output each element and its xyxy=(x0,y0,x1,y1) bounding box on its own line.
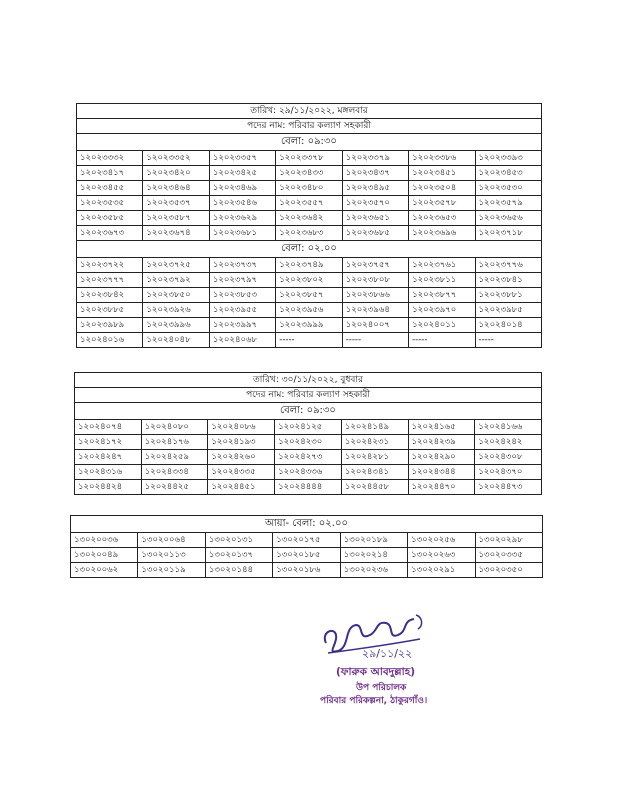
schedule-table-day2 xyxy=(74,372,542,495)
roll-number-cell: ১২০২৪০১১ xyxy=(409,318,475,333)
roll-number-cell: ১৩০২০১৮৯ xyxy=(340,533,407,548)
roll-number-cell: ১২০২৩৮০৮ xyxy=(342,273,408,288)
roll-number-cell: ১২০২৩৪৮০ xyxy=(276,181,342,196)
roll-number-cell: ১২০২৩৯৮৫ xyxy=(475,303,541,318)
roll-number-cell: ১২০২৪০১৪ xyxy=(475,318,541,333)
roll-number-cell: ১৩০২০১৪৪ xyxy=(205,563,272,578)
roll-number-cell: ১২০২৩৫৩০ xyxy=(475,181,541,196)
roll-number-cell: ১২০২৪১৯৩ xyxy=(208,435,275,450)
session-afternoon-label: বেলা: ০২.০০ xyxy=(77,241,542,258)
session-morning-label: বেলা: ০৯:৩০ xyxy=(75,403,542,420)
roll-number-cell: ১২০২৩৩৮৬ xyxy=(409,151,475,166)
roll-number-cell: ১২০২৩৯৯৯ xyxy=(276,318,342,333)
roll-number-cell: ১২০২৩৮৬৬ xyxy=(342,288,408,303)
roll-number-cell: ----- xyxy=(409,333,475,348)
table-row xyxy=(77,273,542,288)
table-row xyxy=(77,181,542,196)
roll-number-cell: ১২০২৩৪৬৪ xyxy=(143,181,209,196)
roll-number-cell: ১২০২৩৮১১ xyxy=(409,273,475,288)
roll-number-cell: ১২০২৪২৩০ xyxy=(275,435,342,450)
roll-number-cell: ১২০২৩৮৪২ xyxy=(77,288,143,303)
roll-number-cell: ১২০২৪২৩১ xyxy=(341,435,408,450)
roll-number-cell: ১২০২৩৪৫৫ xyxy=(77,181,143,196)
roll-number-cell: ১২০২৪০৪৮ xyxy=(143,333,209,348)
roll-number-cell: ১৩০২০০৪৯ xyxy=(71,548,138,563)
roll-number-cell: ১২০২৩৫৮৫ xyxy=(77,211,143,226)
roll-number-cell: ১২০২৪১৭২ xyxy=(75,435,142,450)
roll-number-cell: ১২০২৩৮৮১ xyxy=(475,288,541,303)
roll-number-cell: ১৩০২০২৯১ xyxy=(408,563,475,578)
roll-number-cell: ১২০২৩৩৭৯ xyxy=(342,151,408,166)
table-row xyxy=(77,258,542,273)
roll-number-cell: ১২০২৩৪৩৭ xyxy=(342,166,408,181)
roll-number-cell: ১২০২৪৩৪১ xyxy=(341,465,408,480)
roll-number-cell: ১৩০২০১৩৭ xyxy=(205,548,272,563)
roll-number-cell: ১৩০২০৩৫০ xyxy=(475,563,542,578)
roll-number-cell: ১২০২৩৪৬৯ xyxy=(209,181,275,196)
roll-number-cell: ১২০২৩৭৩৭ xyxy=(209,258,275,273)
roll-number-cell: ১২০২৪২৬০ xyxy=(208,450,275,465)
table-row xyxy=(75,435,542,450)
roll-number-cell: ১২০২৩৬৫৩ xyxy=(409,211,475,226)
roll-number-cell: ১২০২৩৬৪২ xyxy=(276,211,342,226)
roll-number-cell: ----- xyxy=(475,333,541,348)
roll-number-cell: ১২০২৩৭৯৭ xyxy=(209,273,275,288)
roll-number-cell: ১২০২৪১৬৬ xyxy=(475,420,542,435)
roll-number-cell: ১৩০২০২৫৬ xyxy=(408,533,475,548)
roll-number-cell: ১২০২৩৭৭৬ xyxy=(475,258,541,273)
session-morning-label: বেলা: ০৯:৩০ xyxy=(77,134,542,151)
roll-number-cell: ১২০২৪৩৩৫ xyxy=(208,465,275,480)
roll-number-cell: ১২০২৩৮৫৭ xyxy=(276,288,342,303)
roll-number-cell: ১৩০২০১৭৫ xyxy=(273,533,340,548)
roll-number-cell: ১২০২৩৮৫০ xyxy=(143,288,209,303)
roll-number-cell: ১২০২৪১৬৫ xyxy=(408,420,475,435)
roll-number-cell: ১২০২৪২৯০ xyxy=(408,450,475,465)
roll-number-cell: ১৩০২০১১৩ xyxy=(138,548,205,563)
roll-number-cell: ১২০২৩৭১৮ xyxy=(475,226,541,241)
roll-number-cell: ১৩০২০২৩৬ xyxy=(340,563,407,578)
roll-number-cell: ১২০২৩৬৭৩ xyxy=(77,226,143,241)
roll-number-cell: ১২০২৩৯৫৫ xyxy=(209,303,275,318)
roll-number-cell: ১২০২৩৬৯৬ xyxy=(409,226,475,241)
roll-number-cell: ১২০২৩৫৩৫ xyxy=(77,196,143,211)
roll-number-cell: ১২০২৩৫৩৭ xyxy=(143,196,209,211)
roll-number-cell: ১২০২৩৬৫৬ xyxy=(475,211,541,226)
table-row xyxy=(75,450,542,465)
session-aya-label: আয়া- বেলা: ০২.০০ xyxy=(71,516,543,533)
roll-number-cell: ১৩০২০২৬৩ xyxy=(408,548,475,563)
roll-number-cell: ১২০২৪০৮৬ xyxy=(208,420,275,435)
roll-number-cell: ১২০২৩৮৪১ xyxy=(475,273,541,288)
roll-number-cell: ১২০২৩৫৭৯ xyxy=(475,196,541,211)
roll-number-cell: ১২০২৩৭৬১ xyxy=(409,258,475,273)
roll-number-cell: ১২০২৩৫৫৭ xyxy=(276,196,342,211)
roll-number-cell: ১২০২৩৯৯৭ xyxy=(209,318,275,333)
table-row xyxy=(77,226,542,241)
roll-number-cell: ১২০২৪৪৪৪ xyxy=(275,480,342,495)
signature-date: ২৯/১১/২২ xyxy=(362,647,413,660)
stamp-title: উপ পরিচালক xyxy=(356,683,407,693)
roll-number-cell: ১২০২৩৯৮৯ xyxy=(77,318,143,333)
roll-number-cell: ১৩০২০২৯৮ xyxy=(475,533,542,548)
roll-number-cell: ১২০২৪২৩৯ xyxy=(408,435,475,450)
roll-number-cell: ১২০২৩৪৫৩ xyxy=(475,166,541,181)
roll-number-cell: ১২০২৪৩৩৬ xyxy=(275,465,342,480)
roll-number-cell: ১২০২৪৩৪৪ xyxy=(408,465,475,480)
table-row xyxy=(75,480,542,495)
stamp-name: (ফারুক আবদুল্লাহ) xyxy=(336,666,416,678)
roll-number-cell: ১২০২৪৩০৮ xyxy=(475,450,542,465)
roll-number-cell: ১২০২৩৩৫২ xyxy=(143,151,209,166)
roll-number-cell: ১৩০২০০৬২ xyxy=(71,563,138,578)
roll-number-cell: ১২০২৩৮৭৭ xyxy=(409,288,475,303)
roll-number-cell: ১২০২৩৭৭৭ xyxy=(77,273,143,288)
table-row xyxy=(77,211,542,226)
roll-number-cell: ----- xyxy=(342,333,408,348)
roll-number-cell: ১২০২৪৩১৬ xyxy=(75,465,142,480)
roll-number-cell: ১২০২৪১২৫ xyxy=(275,420,342,435)
roll-number-cell: ১২০২৪৪৫১ xyxy=(208,480,275,495)
table-row xyxy=(71,548,543,563)
table-row xyxy=(75,420,542,435)
roll-number-cell: ১২০২৩৫৭০ xyxy=(342,196,408,211)
roll-number-cell: ১২০২৩৫৭৮ xyxy=(409,196,475,211)
roll-number-cell: ১৩০২০১৮৫ xyxy=(273,548,340,563)
roll-number-cell: ১২০২৩৭৫৭ xyxy=(342,258,408,273)
roll-number-cell: ১২০২৩৮৮৫ xyxy=(77,303,143,318)
roll-number-cell: ১২০২৪০৭৪ xyxy=(75,420,142,435)
roll-number-cell: ১২০২৩৩৩২ xyxy=(77,151,143,166)
roll-number-cell: ১২০২৩৫৪৬ xyxy=(209,196,275,211)
roll-number-cell: ১২০২৩৬২৯ xyxy=(209,211,275,226)
roll-number-cell: ১২০২৩৭৯২ xyxy=(143,273,209,288)
table-row xyxy=(77,166,542,181)
roll-number-cell: ১২০২৩৯৬৪ xyxy=(342,303,408,318)
roll-number-cell: ----- xyxy=(276,333,342,348)
roll-number-cell: ১২০২৩৫০৪ xyxy=(409,181,475,196)
roll-number-cell: ১২০২৩৪২০ xyxy=(143,166,209,181)
roll-number-cell: ১৩০২০৩৩৫ xyxy=(475,548,542,563)
roll-number-cell: ১২০২৩৪৩৩ xyxy=(276,166,342,181)
roll-number-cell: ১২০২৪৩৭০ xyxy=(475,465,542,480)
table-row xyxy=(75,465,542,480)
roll-number-cell: ১২০২৪৪৫৮ xyxy=(341,480,408,495)
roll-number-cell: ১২০২৩৬৫১ xyxy=(342,211,408,226)
table-row xyxy=(77,196,542,211)
roll-number-cell: ১২০২৪২৮১ xyxy=(341,450,408,465)
roll-number-cell: ১২০২৩৯৭০ xyxy=(409,303,475,318)
roll-number-cell: ১২০২৪০৬৮ xyxy=(209,333,275,348)
roll-number-cell: ১২০২৪৪২৫ xyxy=(141,480,208,495)
roll-number-cell: ১২০২৪২৪২ xyxy=(475,435,542,450)
roll-number-cell: ১২০২৪৩৩৪ xyxy=(141,465,208,480)
roll-number-cell: ১৩০২০২১৪ xyxy=(340,548,407,563)
table-row xyxy=(77,288,542,303)
roll-number-cell: ১২০২৪০০৭ xyxy=(342,318,408,333)
roll-number-cell: ১২০২৩৪৫১ xyxy=(409,166,475,181)
roll-number-cell: ১২০২৩৪৯৫ xyxy=(342,181,408,196)
roll-number-cell: ১২০২৪১৪৯ xyxy=(341,420,408,435)
roll-number-cell: ১২০২৩৭২২ xyxy=(77,258,143,273)
roll-number-cell: ১২০২৩৩৭৮ xyxy=(276,151,342,166)
roll-number-cell: ১৩০২০০৩৬ xyxy=(71,533,138,548)
table-row xyxy=(77,318,542,333)
roll-number-cell: ১২০২৩৯৯৬ xyxy=(143,318,209,333)
roll-number-cell: ১২০২৪২৫৯ xyxy=(141,450,208,465)
roll-number-cell: ১২০২৩৭৪৯ xyxy=(276,258,342,273)
roll-number-cell: ১২০২৪১৭৬ xyxy=(141,435,208,450)
roll-number-cell: ১২০২৩৯২৬ xyxy=(143,303,209,318)
stamp-office: পরিবার পরিকল্পনা, ঠাকুরগাঁও। xyxy=(320,696,428,706)
roll-number-cell: ১৩০২০১৩১ xyxy=(205,533,272,548)
roll-number-cell: ১২০২৪০৮০ xyxy=(141,420,208,435)
roll-number-cell: ১২০২৩৬৮১ xyxy=(209,226,275,241)
roll-number-cell: ১২০২৪৪২৪ xyxy=(75,480,142,495)
table-row xyxy=(77,151,542,166)
roll-number-cell: ১২০২৩৩৯৩ xyxy=(475,151,541,166)
roll-number-cell: ১৩০২০১১৯ xyxy=(138,563,205,578)
roll-number-cell: ১৩০২০১৮৬ xyxy=(273,563,340,578)
roll-number-cell: ১২০২৩৬৮৫ xyxy=(342,226,408,241)
roll-number-cell: ১২০২৩৮০২ xyxy=(276,273,342,288)
schedule-table-day1 xyxy=(76,103,542,348)
table-row xyxy=(77,303,542,318)
roll-number-cell: ১২০২৩৬৭৪ xyxy=(143,226,209,241)
roll-number-cell: ১২০২৪২৪৭ xyxy=(75,450,142,465)
date-line: তারিখ: ২৯/১১/২০২২, মঙ্গলবার xyxy=(77,104,542,119)
schedule-table-aya xyxy=(70,515,543,578)
date-line: তারিখ: ৩০/১১/২০২২, বুধবার xyxy=(75,373,542,388)
table-row xyxy=(77,333,542,348)
table-row xyxy=(71,563,543,578)
roll-number-cell: ১৩০২০০৬৪ xyxy=(138,533,205,548)
post-name-line: পদের নাম: পরিবার কল্যাণ সহকারী xyxy=(75,388,542,403)
roll-number-cell: ১২০২৩৮৫৩ xyxy=(209,288,275,303)
roll-number-cell: ১২০২৩৭২৫ xyxy=(143,258,209,273)
roll-number-cell: ১২০২৪৪৭৩ xyxy=(475,480,542,495)
roll-number-cell: ১২০২৪০১৬ xyxy=(77,333,143,348)
roll-number-cell: ১২০২৩৪১৭ xyxy=(77,166,143,181)
roll-number-cell: ১২০২৪৪৭০ xyxy=(408,480,475,495)
table-row xyxy=(71,533,543,548)
roll-number-cell: ১২০২৩৪২৫ xyxy=(209,166,275,181)
roll-number-cell: ১২০২৩৬৮৩ xyxy=(276,226,342,241)
roll-number-cell: ১২০২৩৯৫৬ xyxy=(276,303,342,318)
roll-number-cell: ১২০২৩৫৮৭ xyxy=(143,211,209,226)
post-name-line: পদের নাম: পরিবার কল্যাণ সহকারী xyxy=(77,119,542,134)
roll-number-cell: ১২০২৩৩৫৭ xyxy=(209,151,275,166)
roll-number-cell: ১২০২৪২৭৩ xyxy=(275,450,342,465)
